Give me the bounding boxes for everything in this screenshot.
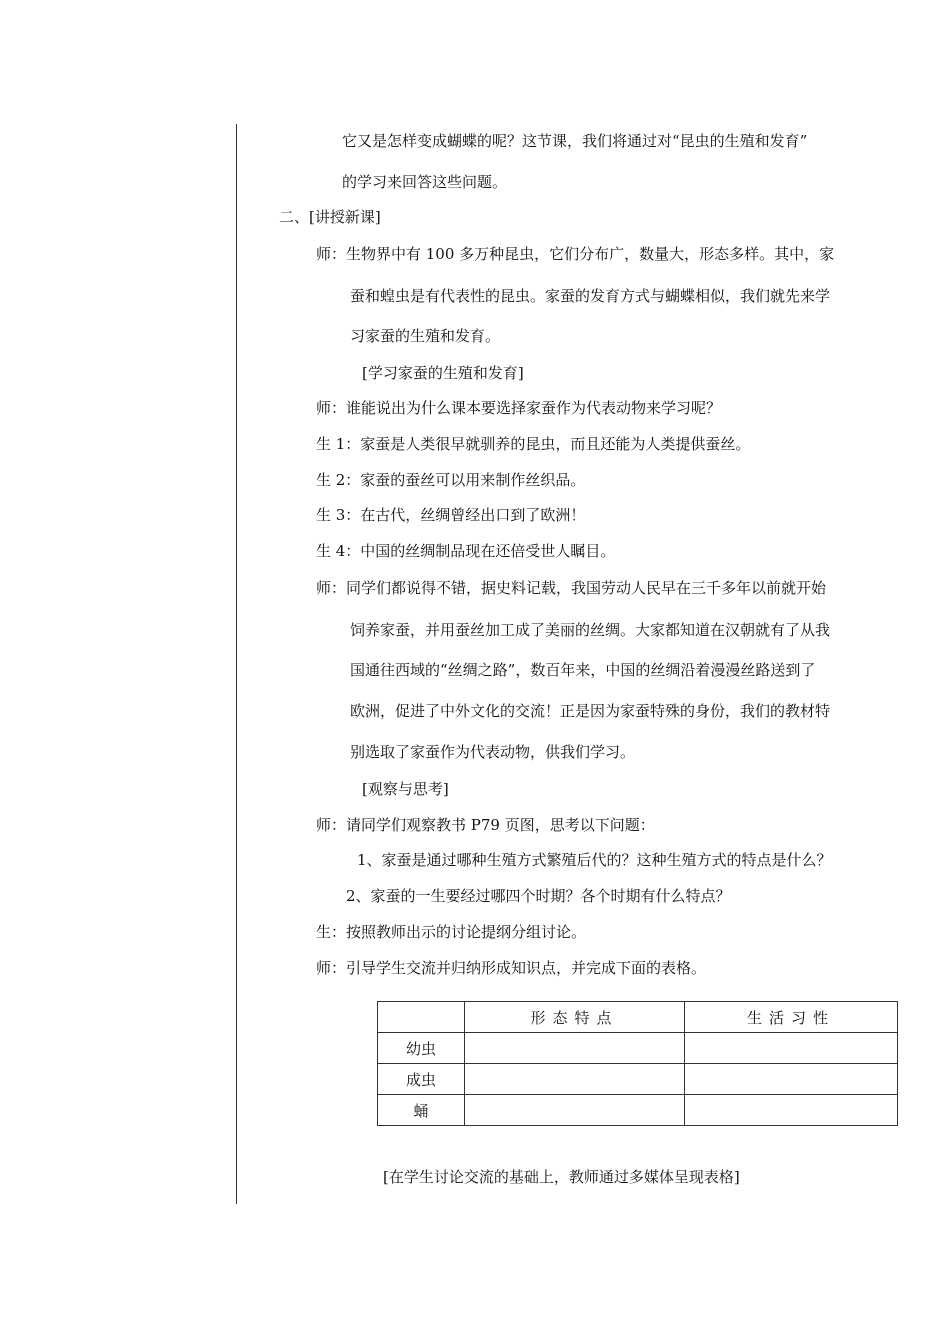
- text-line: 师：生物界中有 100 多万种昆虫，它们分布广，数量大，形态多样。其中，家: [316, 245, 835, 263]
- table-header-row: [378, 1002, 898, 1033]
- text-line: 饲养家蚕，并用蚕丝加工成了美丽的丝绸。大家都知道在汉朝就有了从我: [350, 621, 831, 639]
- table-row: [378, 1095, 898, 1126]
- silkworm-stage-table: [377, 1001, 898, 1126]
- footer-note: [在学生讨论交流的基础上，教师通过多媒体呈现表格]: [383, 1168, 740, 1186]
- text-line: 国通往西域的“丝绸之路”，数百年来，中国的丝绸沿着漫漫丝路送到了: [350, 661, 816, 679]
- table-row: [378, 1064, 898, 1095]
- text-line: 师：谁能说出为什么课本要选择家蚕作为代表动物来学习呢？: [316, 399, 722, 417]
- table-header-cell: 生活习性: [685, 1002, 898, 1033]
- table-row: [378, 1033, 898, 1064]
- text-line: 的学习来回答这些问题。: [342, 173, 508, 191]
- text-line: 蚕和蝗虫是有代表性的昆虫。家蚕的发育方式与蝴蝶相似，我们就先来学: [350, 287, 831, 305]
- text-line: 它又是怎样变成蝴蝶的呢？这节课，我们将通过对“昆虫的生殖和发育”: [342, 132, 808, 150]
- table-cell: [685, 1064, 898, 1095]
- text-line: 别选取了家蚕作为代表动物，供我们学习。: [350, 743, 636, 761]
- text-line: 生 2：家蚕的蚕丝可以用来制作丝织品。: [316, 471, 586, 489]
- table-cell: [685, 1033, 898, 1064]
- text-line: 师：引导学生交流并归纳形成知识点，并完成下面的表格。: [316, 959, 707, 977]
- text-line: 欧洲，促进了中外文化的交流！正是因为家蚕特殊的身份，我们的教材特: [350, 702, 831, 720]
- text-line: 师：同学们都说得不错，据史料记载，我国劳动人民早在三千多年以前就开始: [316, 579, 827, 597]
- question-item: 1、家蚕是通过哪种生殖方式繁殖后代的？这种生殖方式的特点是什么？: [357, 851, 832, 869]
- text-line: 习家蚕的生殖和发育。: [350, 327, 501, 345]
- question-item: 2、家蚕的一生要经过哪四个时期？各个时期有什么特点？: [346, 887, 731, 905]
- text-line: 生 1：家蚕是人类很早就驯养的昆虫，而且还能为人类提供蚕丝。: [316, 435, 751, 453]
- subsection-heading: [观察与思考]: [362, 780, 449, 798]
- subsection-heading: [学习家蚕的生殖和发育]: [362, 364, 524, 382]
- table-cell: [465, 1064, 685, 1095]
- table-cell: [685, 1095, 898, 1126]
- table-row-label: 幼虫: [378, 1033, 465, 1064]
- table-cell: [465, 1095, 685, 1126]
- section-heading: 二、[讲授新课]: [279, 208, 381, 226]
- table-header-cell: [378, 1002, 465, 1033]
- text-line: 生 4：中国的丝绸制品现在还倍受世人瞩目。: [316, 542, 616, 560]
- table-row-label: 蛹: [378, 1095, 465, 1126]
- text-line: 师：请同学们观察教书 P79 页图，思考以下问题：: [316, 816, 655, 834]
- text-line: 生：按照教师出示的讨论提纲分组讨论。: [316, 923, 587, 941]
- table-header-cell: 形态特点: [465, 1002, 685, 1033]
- text-line: 生 3：在古代，丝绸曾经出口到了欧洲！: [316, 506, 586, 524]
- table-row-label: 成虫: [378, 1064, 465, 1095]
- left-margin-line: [236, 124, 237, 1204]
- table-cell: [465, 1033, 685, 1064]
